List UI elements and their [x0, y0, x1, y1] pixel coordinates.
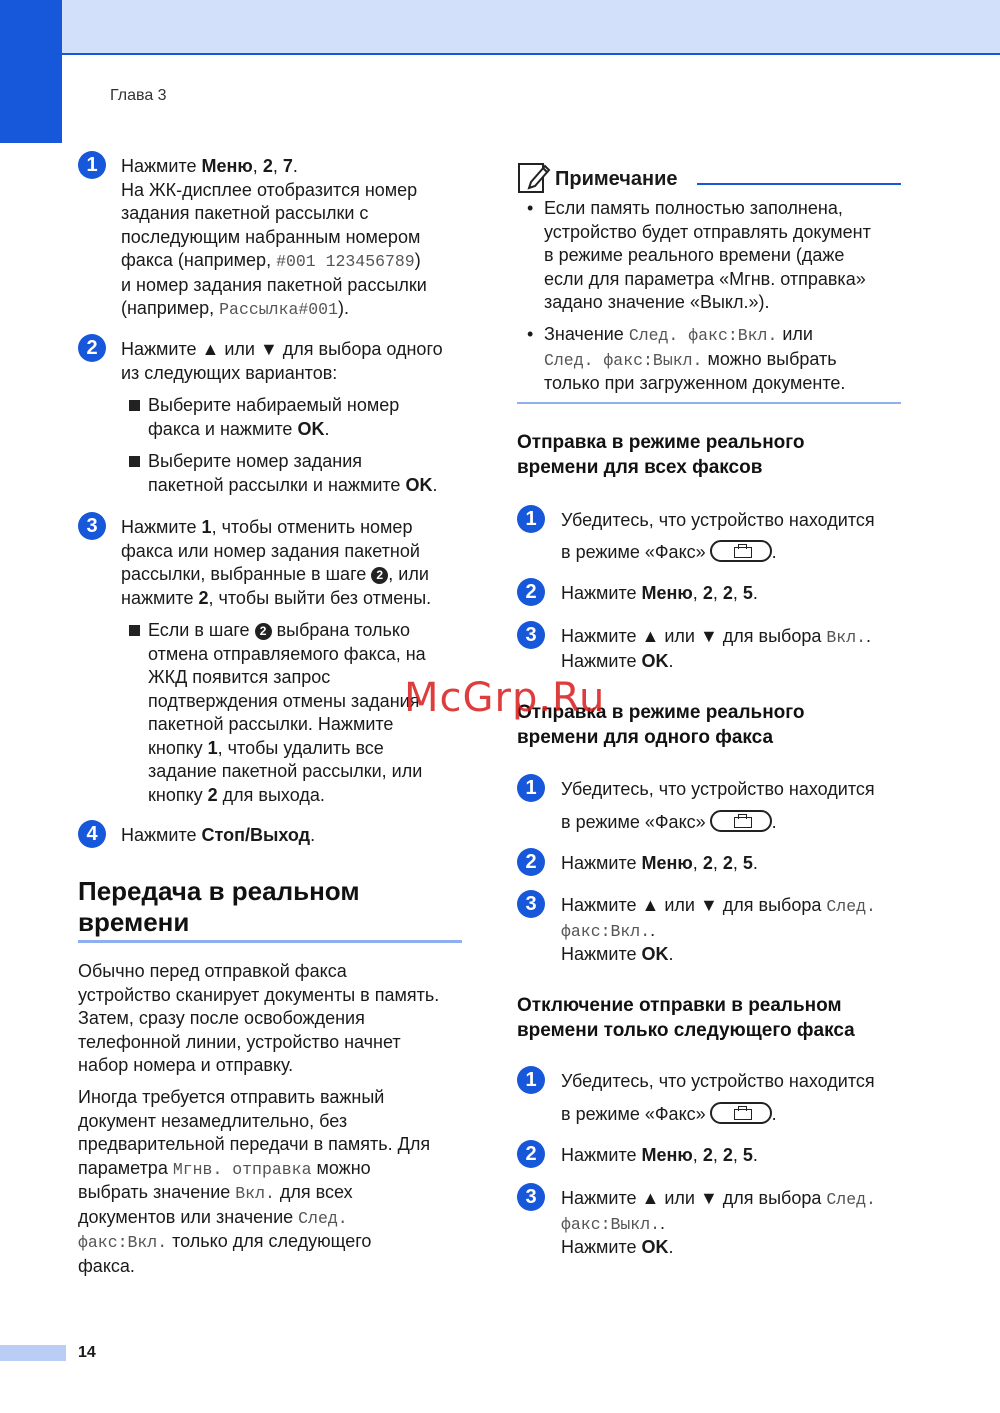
step-badge-4: 4	[78, 820, 106, 848]
s1-step-2-text: Нажмите Меню, 2, 2, 5.	[561, 583, 758, 603]
step-badge-2: 2	[517, 578, 545, 606]
fax-button-icon	[710, 1102, 772, 1124]
step-badge-1: 1	[517, 1066, 545, 1094]
step-1-text: Нажмите Меню, 2, 7. На ЖК-дисплее отобразится номер задания пакетной рассылки с последующим набранным номером факса (например, #001 123456789) и номер задания пакетной рассылки (например, Рассылка#001).	[121, 156, 427, 319]
header-band	[62, 0, 1000, 55]
chapter-label: Глава 3	[110, 87, 167, 104]
s1-step-1-text: Убедитесь, что устройство находится в режиме «Факс» .	[561, 510, 875, 562]
step-2-option-1: Выберите набираемый номер факса и нажмите OK.	[148, 395, 400, 439]
step-badge-2: 2	[517, 848, 545, 876]
step-badge-2: 2	[78, 334, 106, 362]
step-4-text: Нажмите Стоп/Выход.	[121, 825, 316, 845]
step-badge-1: 1	[517, 774, 545, 802]
bullet-square	[129, 625, 140, 636]
note-item-1: • Если память полностью заполнена, устройство будет отправлять документ в режиме реального времени (даже если для параметра «Мгнв. отправка» задано значение «Выкл.»).	[527, 198, 871, 312]
step-badge-3: 3	[517, 890, 545, 918]
s2-step-2-text: Нажмите Меню, 2, 2, 5.	[561, 853, 758, 873]
note-title: Примечание	[555, 168, 678, 190]
step-badge-3: 3	[517, 621, 545, 649]
note-pencil-icon	[517, 160, 551, 194]
step-ref-icon: 2	[371, 567, 388, 584]
subsection-title-1: Отправка в режиме реального времени для всех факсов	[517, 432, 805, 478]
s3-step-3-text: Нажмите ▲ или ▼ для выбора След. факс:Выкл.. Нажмите OK.	[561, 1188, 876, 1257]
s2-step-3-text: Нажмите ▲ или ▼ для выбора След. факс:Вкл.. Нажмите OK.	[561, 895, 876, 964]
step-badge-3: 3	[78, 512, 106, 540]
section-title: Передача в реальном времени	[78, 876, 360, 937]
step-2-text: Нажмите ▲ или ▼ для выбора одного из следующих вариантов:	[121, 339, 443, 383]
footer-band	[0, 1345, 66, 1361]
step-3-note: Если в шаге 2 выбрана только отмена отправляемого факса, на ЖКД появится запрос подтверждения отмены задания пакетной рассылки. Нажмите кнопку 1, чтобы удалить все задание пакетной рассылки, или кнопку 2 для выхода.	[148, 620, 426, 805]
paragraph-2: Иногда требуется отправить важный документ незамедлительно, без предварительной передачи в память. Для параметра Мгнв. отправка можно выбрать значение Вкл. для всех документов или значение След. факс:Вкл. только для следующего факса.	[78, 1087, 431, 1276]
page-number: 14	[78, 1344, 96, 1361]
note-rule-bottom	[517, 402, 901, 404]
paragraph-1: Обычно перед отправкой факса устройство сканирует документы в память. Затем, сразу после освобождения телефонной линии, устройство начнет набор номера и отправку.	[78, 961, 440, 1075]
s1-step-3-text: Нажмите ▲ или ▼ для выбора Вкл.. Нажмите OK.	[561, 626, 872, 671]
s3-step-1-text: Убедитесь, что устройство находится в режиме «Факс» .	[561, 1071, 875, 1124]
step-badge-1: 1	[78, 151, 106, 179]
subsection-title-3: Отключение отправки в реальном времени только следующего факса	[517, 995, 855, 1041]
step-2-option-2: Выберите номер задания пакетной рассылки и нажмите OK.	[148, 451, 438, 495]
step-badge-2: 2	[517, 1140, 545, 1168]
section-rule	[78, 940, 462, 943]
watermark: McGrp.Ru	[404, 675, 606, 721]
subsection-title-2: Отправка в режиме реального времени для одного факса	[517, 702, 805, 748]
step-3-text: Нажмите 1, чтобы отменить номер факса или номер задания пакетной рассылки, выбранные в шаге 2 , или нажмите 2, чтобы выйти без отмены.	[121, 517, 432, 608]
header-blue-tab	[0, 0, 62, 143]
fax-button-icon	[710, 810, 772, 832]
fax-button-icon	[710, 540, 772, 562]
s2-step-1-text: Убедитесь, что устройство находится в режиме «Факс» .	[561, 779, 875, 832]
step-badge-3: 3	[517, 1183, 545, 1211]
step-badge-1: 1	[517, 505, 545, 533]
s3-step-2-text: Нажмите Меню, 2, 2, 5.	[561, 1145, 758, 1165]
note-item-2: • Значение След. факс:Вкл. или След. факс:Выкл. можно выбрать только при загруженном документе.	[527, 324, 846, 393]
step-ref-icon: 2	[255, 623, 272, 640]
note-rule-top	[697, 183, 901, 185]
bullet-square	[129, 400, 140, 411]
header-line	[62, 53, 1000, 55]
bullet-square	[129, 456, 140, 467]
